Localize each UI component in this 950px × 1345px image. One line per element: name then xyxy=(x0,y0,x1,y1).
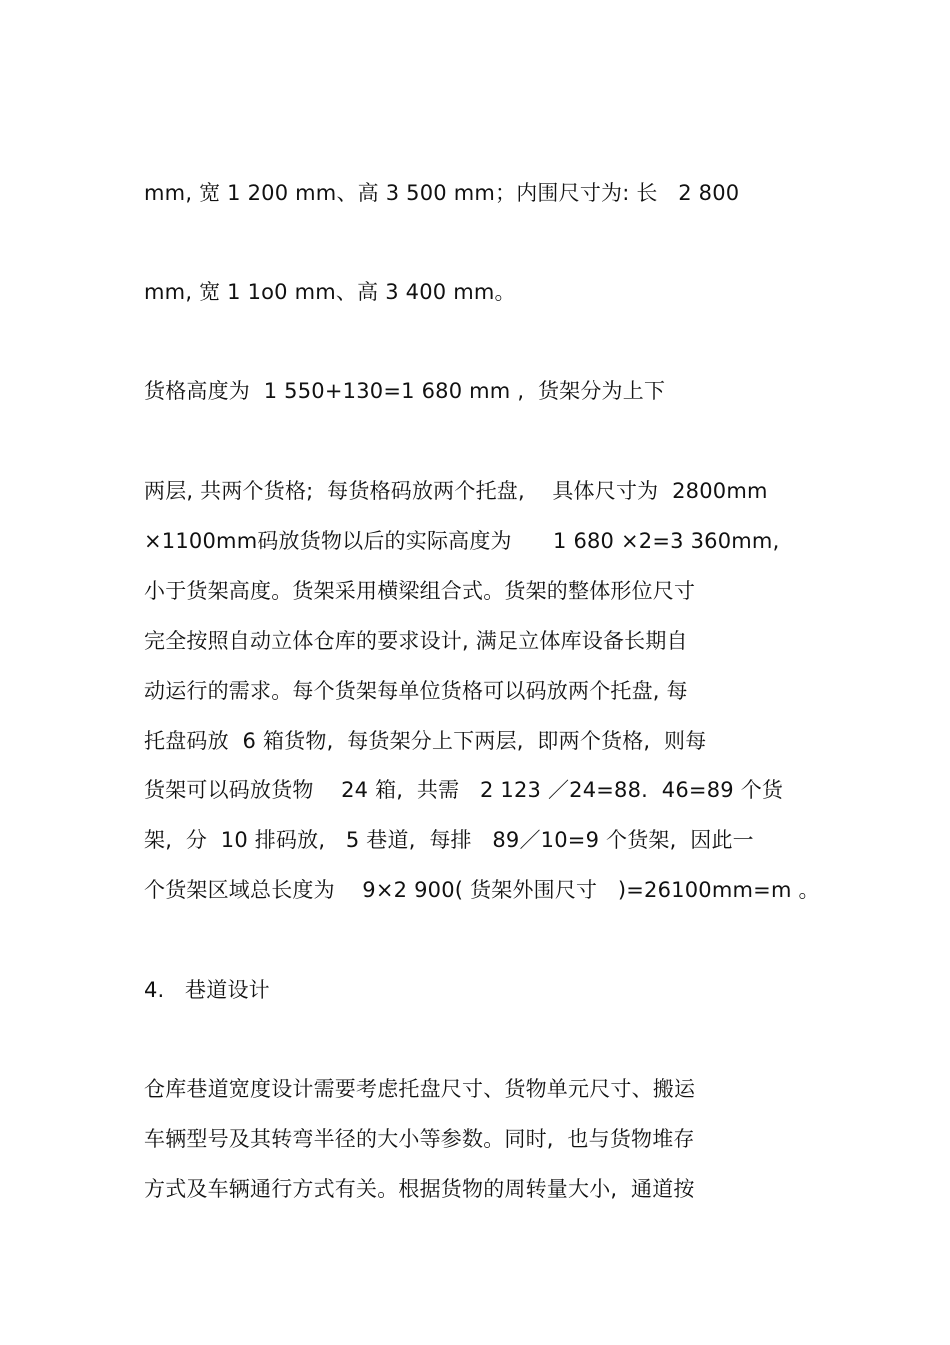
text-line: 个货架区域总长度为 9×2 900( 货架外围尺寸 )=26100mm=m 。 xyxy=(144,878,820,902)
text-line: 车辆型号及其转弯半径的大小等参数。同时, 也与货物堆存 xyxy=(144,1127,695,1151)
section-heading: 4. 巷道设计 xyxy=(144,978,270,1002)
text-line: 小于货架高度。货架采用横梁组合式。货架的整体形位尺寸 xyxy=(144,579,696,603)
text-line: 方式及车辆通行方式有关。根据货物的周转量大小, 通道按 xyxy=(144,1177,695,1201)
text-line: mm, 宽 1 200 mm、高 3 500 mm；内围尺寸为: 长 2 800 xyxy=(144,181,740,205)
text-line: ×1100mm码放货物以后的实际高度为 1 680 ×2=3 360mm, xyxy=(144,529,780,553)
text-line: 托盘码放 6 箱货物, 每货架分上下两层, 即两个货格, 则每 xyxy=(144,729,707,753)
text-line: 完全按照自动立体仓库的要求设计, 满足立体库设备长期自 xyxy=(144,629,688,653)
text-line: 两层, 共两个货格; 每货格码放两个托盘, 具体尺寸为 2800mm xyxy=(144,479,768,503)
text-line: 货格高度为 1 550+130=1 680 mm , 货架分为上下 xyxy=(144,379,666,403)
text-line: mm, 宽 1 1o0 mm、高 3 400 mm。 xyxy=(144,280,516,304)
text-line: 货架可以码放货物 24 箱, 共需 2 123 ／24=88. 46=89 个货 xyxy=(144,778,784,802)
text-line: 架, 分 10 排码放, 5 巷道, 每排 89／10=9 个货架, 因此一 xyxy=(144,828,754,852)
text-line: 动运行的需求。每个货架每单位货格可以码放两个托盘, 每 xyxy=(144,679,688,703)
text-line: 仓库巷道宽度设计需要考虑托盘尺寸、货物单元尺寸、搬运 xyxy=(144,1077,696,1101)
